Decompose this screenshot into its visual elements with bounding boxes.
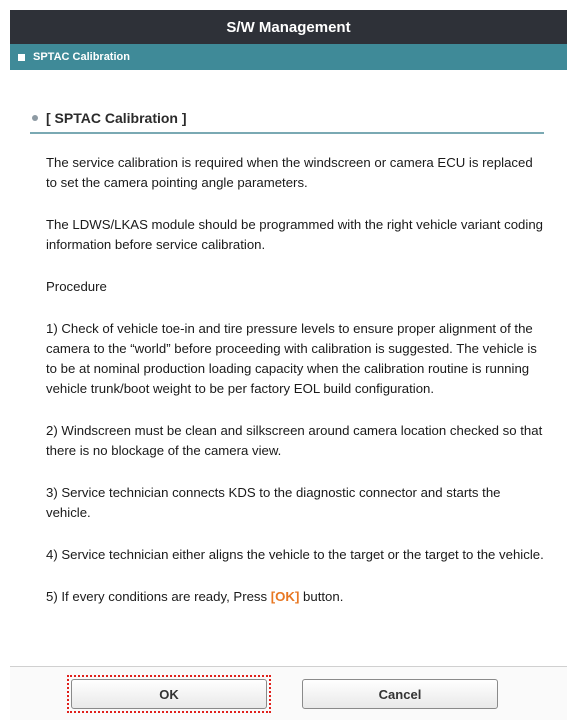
content-area [10, 70, 567, 670]
ok-button[interactable]: OK [71, 679, 267, 709]
paragraph-coding: The LDWS/LKAS module should be programmed with the right vehicle variant coding information before service calibration. [46, 217, 543, 252]
ok-highlight: [OK] [270, 589, 300, 604]
dialog-window [10, 10, 567, 720]
section-heading: [ SPTAC Calibration ] [46, 110, 187, 126]
square-bullet-icon [18, 54, 25, 61]
paragraph-procedure-label: Procedure [46, 279, 107, 294]
step-5-prefix: 5) If every conditions are ready, Press [46, 589, 271, 604]
section-header [30, 110, 544, 134]
panel-header [10, 44, 567, 70]
instructions-text [46, 153, 546, 629]
cancel-button[interactable]: Cancel [302, 679, 498, 709]
paragraph-step-1: 1) Check of vehicle toe-in and tire pressure levels to ensure proper alignment of the camera to the “world” before proceeding with calibration is suggested. The vehicle is to be at nominal production loading capacity when the calibration routine is running vehicle trunk/boot weight to be per factory EOL build configuration. [46, 321, 537, 396]
paragraph-intro: The service calibration is required when the windscreen or camera ECU is replaced to set the camera pointing angle parameters. [46, 155, 533, 190]
window-title: S/W Management [226, 18, 351, 36]
panel-title: SPTAC Calibration [33, 51, 130, 63]
paragraph-step-2: 2) Windscreen must be clean and silkscreen around camera location checked so that there is no blockage of the camera view. [46, 423, 543, 458]
button-bar [10, 666, 567, 720]
window-title-bar [10, 10, 567, 44]
bullet-dot-icon [32, 115, 38, 121]
paragraph-step-4: 4) Service technician either aligns the vehicle to the target or the target to the vehicle. [46, 547, 544, 562]
step-5-suffix: button. [299, 589, 344, 604]
paragraph-step-3: 3) Service technician connects KDS to the diagnostic connector and starts the vehicle. [46, 485, 501, 520]
paragraph-step-5 [46, 587, 546, 607]
